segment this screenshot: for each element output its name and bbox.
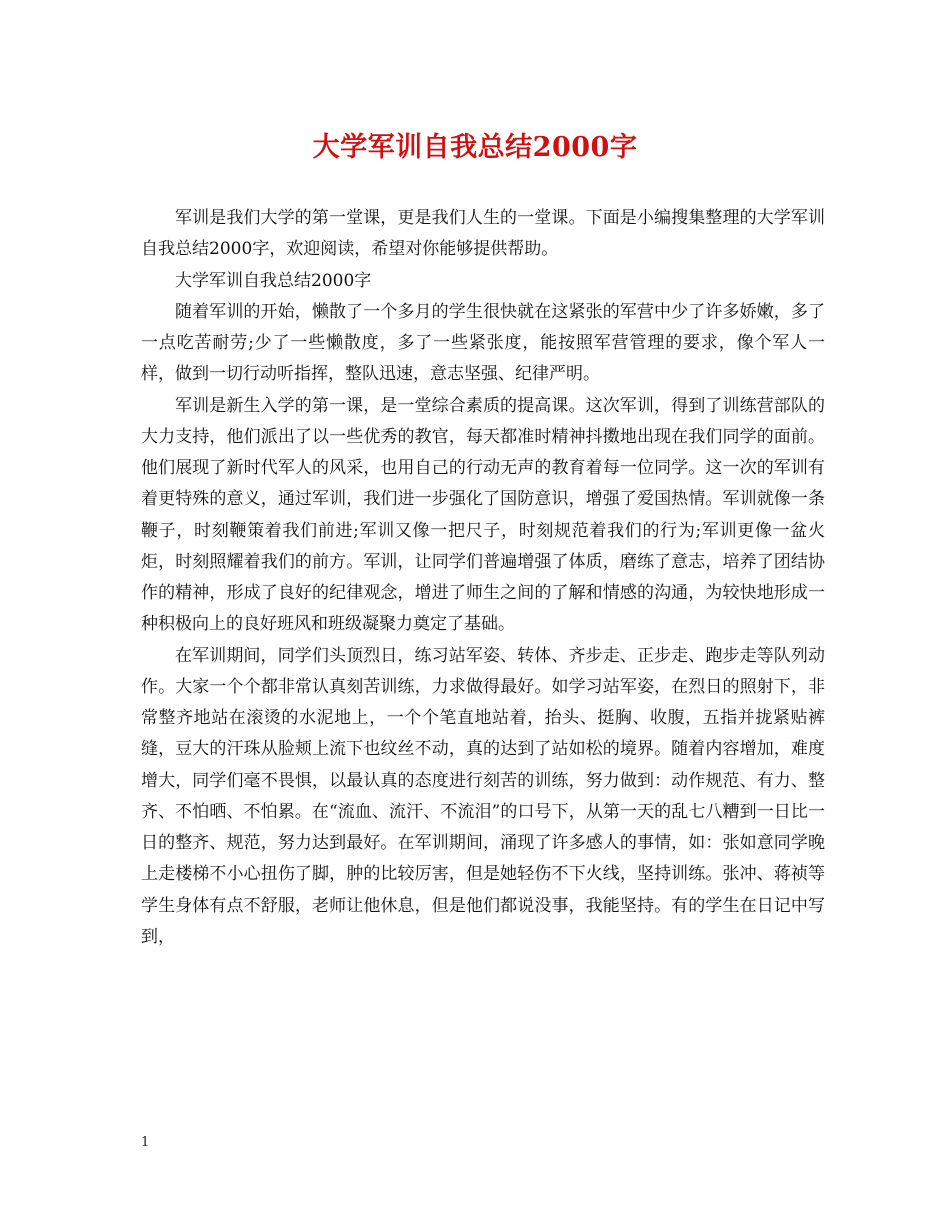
document-body <box>141 203 825 953</box>
body-paragraph-1: 随着军训的开始，懒散了一个多月的学生很快就在这紧张的军营中少了许多娇嫩，多了一点吃苦耐劳;少了一些懒散度，多了一些紧张度，能按照军营管理的要求，像个军人一样，做到一切行动听指挥，整队迅速，意志坚强、纪律严明。 <box>141 301 825 385</box>
section-heading: 大学军训自我总结2000字 <box>175 270 372 291</box>
body-paragraph-2: 军训是新生入学的第一课，是一堂综合素质的提高课。这次军训，得到了训练营部队的大力支持，他们派出了以一些优秀的教官，每天都准时精神抖擞地出现在我们同学的面前。他们展现了新时代军人的风采，也用自己的行动无声的教育着每一位同学。这一次的军训有着更特殊的意义，通过军训，我们进一步强化了国防意识，增强了爱国热情。军训就像一条鞭子，时刻鞭策着我们前进;军训又像一把尺子，时刻规范着我们的行为;军训更像一盆火炬，时刻照耀着我们的前方。军训，让同学们普遍增强了体质，磨练了意志，培养了团结协作的精神，形成了良好的纪律观念，增进了师生之间的了解和情感的沟通，为较快地形成一种积极向上的良好班风和班级凝聚力奠定了基础。 <box>141 395 825 635</box>
body-paragraph-3: 在军训期间，同学们头顶烈日，练习站军姿、转体、齐步走、正步走、跑步走等队列动作。大家一个个都非常认真刻苦训练，力求做得最好。如学习站军姿，在烈日的照射下，非常整齐地站在滚烫的水泥地上，一个个笔直地站着，抬头、挺胸、收腹，五指并拢紧贴裤缝，豆大的汗珠从脸颊上流下也纹丝不动，真的达到了站如松的境界。随着内容增加，难度增大，同学们毫不畏惧，以最认真的态度进行刻苦的训练，努力做到：动作规范、有力、整齐、不怕晒、不怕累。在“流血、流汗、不流泪”的口号下，从第一天的乱七八糟到一日比一日的整齐、规范，努力达到最好。在军训期间，涌现了许多感人的事情，如：张如意同学晚上走楼梯不小心扭伤了脚，肿的比较厉害，但是她轻伤不下火线，坚持训练。张冲、蒋祯等学生身体有点不舒服，老师让他休息，但是他们都说没事，我能坚持。有的学生在日记中写到， <box>141 645 825 947</box>
intro-paragraph: 军训是我们大学的第一堂课，更是我们人生的一堂课。下面是小编搜集整理的大学军训自我总结2000字，欢迎阅读，希望对你能够提供帮助。 <box>141 208 825 260</box>
page-number: 1 <box>141 1135 150 1150</box>
document-title: 大学军训自我总结2000字 <box>312 132 638 163</box>
